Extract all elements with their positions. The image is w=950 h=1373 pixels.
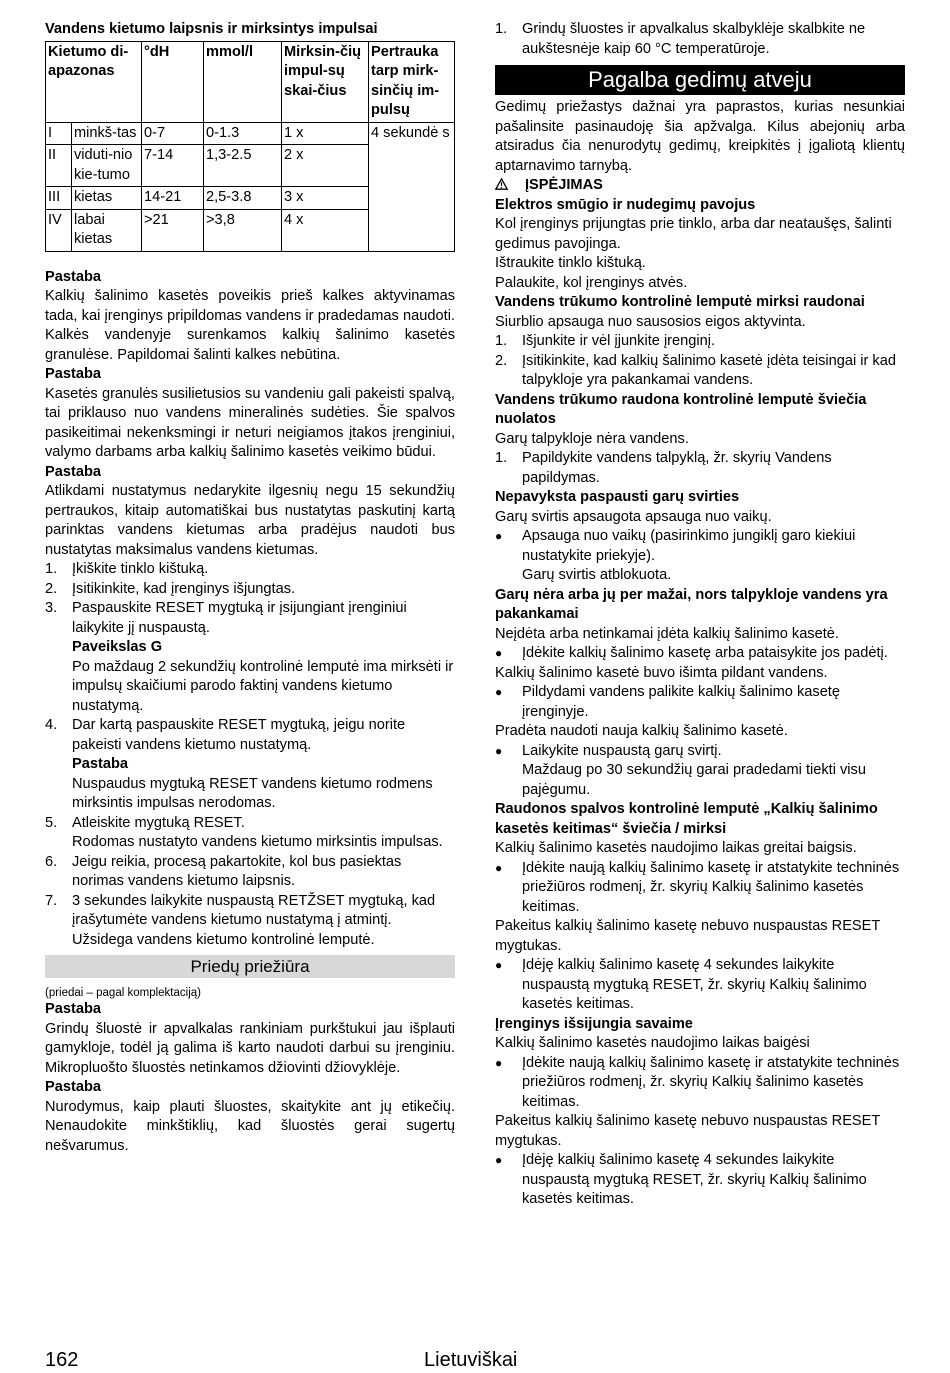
table-cell: 0-7	[142, 122, 204, 145]
step-number: 6.	[45, 853, 58, 870]
bullet-text: Pildydami vandens palikite kalkių šalinimo kasetę įrenginyje.	[522, 684, 840, 720]
list-item	[495, 1054, 905, 1113]
fault-text: Pakeitus kalkių šalinimo kasetę nebuvo nuspaustas RESET mygtukas.	[495, 918, 881, 954]
fault-heading: Nepavyksta paspausti garų svirties	[495, 489, 740, 505]
step-number: 1.	[495, 450, 508, 466]
list-item	[45, 599, 455, 638]
list-item	[495, 449, 905, 488]
section-title-troubleshooting: Pagalba gedimų atveju	[495, 65, 905, 95]
water-hardness-table	[45, 41, 455, 252]
step-number: 5.	[45, 814, 58, 831]
list-item	[45, 892, 455, 931]
note-label: Pastaba	[45, 268, 101, 285]
black-dot-icon: ●	[495, 529, 503, 543]
fault-heading: Vandens trūkumo kontrolinė lemputė mirksi raudonai	[495, 294, 865, 310]
table-cell: labai kietas	[72, 209, 142, 251]
step-text: Dar kartą paspauskite RESET mygtuką, jeigu norite pakeisti vandens kietumo nustatymą.	[72, 717, 406, 753]
table-cell: 2,5-3.8	[204, 187, 282, 210]
step-text: 3 sekundes laikykite nuspaustą RETŽSET mygtuką, kad įrašytumėte vandens kietumo nustatymą į atmintį.	[72, 892, 436, 928]
warning-line: Ištraukite tinklo kištuką.	[495, 255, 646, 271]
list-item	[495, 859, 905, 918]
table-cell: IV	[46, 209, 72, 251]
step-text: Atleiskite mygtuką RESET.	[72, 814, 245, 831]
black-dot-icon: ●	[495, 1153, 503, 1167]
list-item	[45, 560, 455, 580]
step-text: Įsitikinkite, kad kalkių šalinimo kasetė įdėta teisingai ir kad talpykloje yra pakankamai vandens.	[522, 352, 896, 388]
table-cell: 7-14	[142, 145, 204, 187]
table-cell: 2 x	[282, 145, 369, 187]
warning-label: ĮSPĖJIMAS	[525, 177, 603, 193]
black-dot-icon: ●	[495, 685, 503, 699]
black-dot-icon: ●	[495, 958, 503, 972]
note-label: Pastaba	[72, 756, 128, 772]
settings-steps	[45, 560, 455, 950]
step-number: 1.	[45, 561, 58, 577]
warning-header	[495, 176, 905, 196]
bullet-text: Apsauga nuo vaikų (pasirinkimo jungiklį garo kiekiui nustatykite priekyje).	[522, 528, 856, 564]
table-cell: 0-1.3	[204, 122, 282, 145]
note-text: Grindų šluostė ir apvalkalas rankiniam purkštukui jau išplauti gamykloje, todėl ją galima iš karto naudoti darbui su įrenginiu. Mikropluošto šluostės netinkamos džiovinti džiovyklėje.	[45, 1020, 455, 1076]
black-dot-icon: ●	[495, 743, 503, 758]
step-number: 1.	[495, 333, 508, 349]
black-dot-icon: ●	[495, 1055, 503, 1070]
step-number: 2.	[45, 580, 58, 597]
bullet-subtext: Maždaug po 30 sekundžių garai pradedami tiekti visu pajėgumu.	[522, 762, 866, 798]
note-text: Nurodymus, kaip plauti šluostes, skaitykite ant jų etikečių. Nenaudokite minkštiklių, kad šluostės gerai sugertų nešvarumus.	[45, 1098, 455, 1154]
step-number: 1.	[495, 21, 508, 37]
table-cell: >3,8	[204, 209, 282, 251]
fault-text: Kalkių šalinimo kasetės naudojimo laikas baigėsi	[495, 1035, 810, 1051]
bullet-subtext: Garų svirtis atblokuota.	[522, 567, 672, 583]
table-header: Pertrauka tarp mirk-sinčių im-pulsų	[369, 41, 455, 122]
warning-text: Kol įrenginys prijungtas prie tinklo, arba dar neataušęs, šalinti gedimus pavojinga.	[495, 216, 892, 252]
note-label: Pastaba	[45, 1001, 101, 1017]
intro-text: Gedimų priežastys dažnai yra paprastos, kurias nesunkiai pašalinsite pasinaudoję šia apžvalga. Kilus abejonių arba atsiradus čia nenurodytų gedimų, kreipkitės į įgaliotą klientų aptarnavimo tarnybą.	[495, 99, 905, 174]
footer-language: Lietuviškai	[424, 1349, 518, 1371]
list-item	[45, 814, 455, 834]
black-dot-icon: ●	[495, 646, 503, 660]
fault-text: Kalkių šalinimo kasetė buvo išimta pildant vandens.	[495, 664, 828, 681]
table-cell: 1,3-2.5	[204, 145, 282, 187]
table-cell: 4 x	[282, 209, 369, 251]
step-subtext: Po maždaug 2 sekundžių kontrolinė lemputė ima mirksėti ir impulsų skaičiumi parodo faktinį vandens kietumo nustatymą.	[72, 658, 454, 714]
step-number: 3.	[45, 600, 58, 616]
bullet-text: Įdėkite naują kalkių šalinimo kasetę ir atstatykite techninės priežiūros rodmenį, žr. skyrių Kalkių šalinimo kasetės keitimas.	[522, 859, 900, 915]
table-cell: II	[46, 145, 72, 187]
list-item	[495, 1151, 905, 1210]
table-cell: I	[46, 122, 72, 145]
fault-text: Garų talpykloje nėra vandens.	[495, 430, 689, 447]
table-cell: 14-21	[142, 187, 204, 210]
table-cell: minkš-tas	[72, 122, 142, 145]
step-text: Įsitikinkite, kad įrenginys išjungtas.	[72, 580, 296, 597]
list-item	[45, 580, 455, 600]
table-cell: III	[46, 187, 72, 210]
list-item	[45, 716, 455, 755]
table-title: Vandens kietumo laipsnis ir mirksintys impulsai	[45, 21, 378, 37]
fault-heading: Garų nėra arba jų per mažai, nors talpykloje vandens yra pakankamai	[495, 586, 888, 622]
fault-text: Neįdėta arba netinkamai įdėta kalkių šalinimo kasetė.	[495, 625, 839, 642]
warning-line: Palaukite, kol įrenginys atvės.	[495, 274, 688, 291]
list-item	[495, 683, 905, 722]
figure-reference: Paveikslas G	[72, 639, 163, 655]
step-text: Išjunkite ir vėl įjunkite įrenginį.	[522, 333, 716, 349]
table-cell: 3 x	[282, 187, 369, 210]
step-subtext: Užsidega vandens kietumo kontrolinė lemputė.	[72, 931, 375, 948]
bullet-text: Įdėję kalkių šalinimo kasetę 4 sekundes laikykite nuspaustą mygtuką RESET, žr. skyrių Kalkių šalinimo kasetės keitimas.	[522, 1152, 867, 1207]
table-cell: viduti-nio kie-tumo	[72, 145, 142, 187]
bullet-text: Įdėkite kalkių šalinimo kasetę arba pataisykite jos padėtį.	[522, 645, 888, 661]
list-item	[495, 527, 905, 566]
list-item	[495, 644, 905, 664]
table-cell: kietas	[72, 187, 142, 210]
note-label: Pastaba	[45, 1079, 101, 1095]
bullet-text: Laikykite nuspaustą garų svirtį.	[522, 742, 722, 759]
warning-triangle-icon	[495, 176, 525, 196]
table-header: Mirksin-čių impul-sų skai-čius	[282, 41, 369, 122]
step-text: Įkiškite tinklo kištuką.	[72, 561, 209, 577]
list-item	[45, 853, 455, 892]
fault-text: Garų svirtis apsaugota apsauga nuo vaikų.	[495, 508, 772, 525]
step-text: Jeigu reikia, procesą pakartokite, kol bus pasiektas norimas vandens kietumo laipsnis.	[72, 853, 402, 889]
step-subtext: Nuspaudus mygtuką RESET vandens kietumo rodmens mirksintis impulsas nerodomas.	[72, 775, 433, 811]
list-item	[495, 332, 905, 352]
note-text: Kasetės granulės susilietusios su vandeniu gali pakeisti spalvą, tai priklauso nuo vandens mineralinės sudėties. Šie spalvos pasikeitimai nekenksmingi ir neturi neigiamos įtakos įrenginiui, valymo darbams arba kalkių šalinimo kasetės veikimo būdui.	[45, 385, 455, 460]
bullet-text: Įdėję kalkių šalinimo kasetę 4 sekundes laikykite nuspaustą mygtuką RESET, žr. skyrių Kalkių šalinimo kasetės keitimas.	[522, 957, 867, 1012]
list-item	[495, 352, 905, 391]
step-text: Paspauskite RESET mygtuką ir įsijungiant įrenginiui laikykite jį nuspaustą.	[72, 600, 407, 636]
step-subtext: Rodomas nustatyto vandens kietumo mirksintis impulsas.	[72, 834, 443, 850]
table-cell: 1 x	[282, 122, 369, 145]
step-number: 2.	[495, 352, 508, 369]
list-item	[495, 20, 905, 59]
table-row	[46, 122, 455, 145]
fault-text: Kalkių šalinimo kasetės naudojimo laikas greitai baigsis.	[495, 840, 857, 856]
left-column	[45, 20, 455, 1156]
table-header: mmol/l	[204, 41, 282, 122]
black-dot-icon: ●	[495, 860, 503, 875]
step-number: 7.	[45, 892, 58, 909]
warning-heading: Elektros smūgio ir nudegimų pavojus	[495, 196, 756, 213]
step-number: 4.	[45, 717, 58, 733]
fault-text: Pakeitus kalkių šalinimo kasetę nebuvo nuspaustas RESET mygtukas.	[495, 1113, 881, 1149]
table-header: Kietumo di-apazonas	[46, 41, 142, 122]
fault-heading: Įrenginys išsijungia savaime	[495, 1015, 693, 1032]
table-cell-pause: 4 sekundė s	[369, 122, 455, 251]
fault-text: Siurblio apsauga nuo sausosios eigos aktyvinta.	[495, 313, 806, 330]
note-label: Pastaba	[45, 366, 101, 382]
fault-text: Pradėta naudoti nauja kalkių šalinimo kasetė.	[495, 723, 788, 739]
bullet-text: Įdėkite naują kalkių šalinimo kasetę ir atstatykite techninės priežiūros rodmenį, žr. skyrių Kalkių šalinimo kasetės keitimas.	[522, 1054, 900, 1110]
table-header: °dH	[142, 41, 204, 122]
fault-heading: Raudonos spalvos kontrolinė lemputė „Kalkių šalinimo kasetės keitimas“ šviečia / mirksi	[495, 801, 878, 837]
section-subtitle: (priedai – pagal komplektaciją)	[45, 987, 201, 999]
right-column	[495, 20, 905, 1210]
step-text: Papildykite vandens talpyklą, žr. skyrių Vandens papildymas.	[522, 450, 832, 486]
fault-heading: Vandens trūkumo raudona kontrolinė lemputė šviečia nuolatos	[495, 391, 867, 427]
note-label: Pastaba	[45, 463, 101, 480]
table-cell: >21	[142, 209, 204, 251]
step-text: Grindų šluostes ir apvalkalus skalbyklėje skalbkite ne aukštesnėje kaip 60 °C temperatūroje.	[522, 21, 866, 57]
list-item	[495, 742, 905, 762]
section-title-accessory-care: Priedų priežiūra	[45, 955, 455, 978]
page-number: 162	[45, 1349, 79, 1371]
list-item	[495, 956, 905, 1015]
note-text: Kalkių šalinimo kasetės poveikis prieš kalkes aktyvinamas tada, kai įrenginys pripildomas vandens ir pradedamas naudoti. Kalkės vandenyje surenkamos kalkių šalinimo kasetės granulėse. Papildomai šalinti kalkes nebūtina.	[45, 288, 455, 363]
table-header-row	[46, 41, 455, 122]
note-text: Atlikdami nustatymus nedarykite ilgesnių negu 15 sekundžių pertraukos, kitaip automatiškai bus nustatytas paskutinį kartą parinktas vandens kietumas arba pradėjus naudoti bus nustatytas maksimalus vandens kietumas.	[45, 483, 455, 558]
